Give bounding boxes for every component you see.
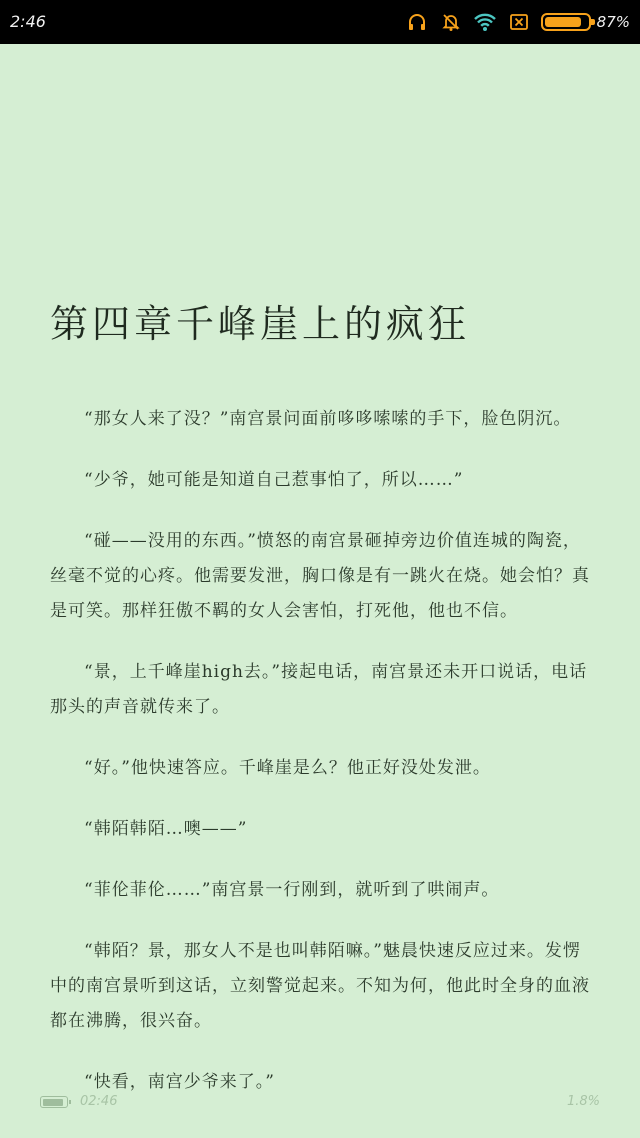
footer-battery-tip [69,1100,71,1104]
battery-level-fill [545,17,582,27]
chapter-title: 第四章千峰崖上的疯狂 [50,302,471,347]
headphones-icon [405,10,429,34]
sim-x-icon [507,10,531,34]
status-icons [405,10,630,34]
paragraph: “少爷，她可能是知道自己惹事怕了，所以……” [84,470,464,490]
footer-battery-fill [43,1099,64,1106]
paragraph: “景，上千峰崖high去。”接起电话，南宫景还未开口说话，电话那头的声音就传来了。 [50,662,588,717]
reading-progress: 1.8% [566,1094,600,1109]
chapter-content[interactable] [50,402,598,1126]
battery-percent: 87% [596,13,630,31]
reader-footer [0,1090,640,1120]
paragraph: “韩陌？景，那女人不是也叫韩陌嘛。”魅晨快速反应过来。发愣中的南宫景听到这话，立刻警觉起来。不知为何，他此时全身的血液都在沸腾，很兴奋。 [50,941,590,1031]
paragraph: “碰——没用的东西。”愤怒的南宫景砸掉旁边价值连城的陶瓷，丝毫不觉的心疼。他需要发泄，胸口像是有一跳火在烧。她会怕？真是可笑。那样狂傲不羁的女人会害怕，打死他，他也不信。 [50,531,590,621]
status-bar [0,0,640,44]
paragraph: “好。”他快速答应。千峰崖是么？他正好没处发泄。 [84,758,491,778]
paragraph: “那女人来了没？”南宫景问面前哆哆嗦嗦的手下，脸色阴沉。 [84,409,572,429]
footer-time: 02:46 [80,1094,118,1109]
wifi-icon [473,10,497,34]
paragraph: “菲伦菲伦……”南宫景一行刚到，就听到了哄闹声。 [84,880,500,900]
muted-bell-icon [439,10,463,34]
footer-battery-icon [40,1096,68,1108]
battery-icon [541,13,591,31]
paragraph: “快看，南宫少爷来了。” [84,1072,275,1092]
paragraph: “韩陌韩陌…噢——” [84,819,248,839]
battery-indicator [541,13,630,31]
status-time: 2:46 [10,12,46,31]
battery-tip [591,19,595,25]
